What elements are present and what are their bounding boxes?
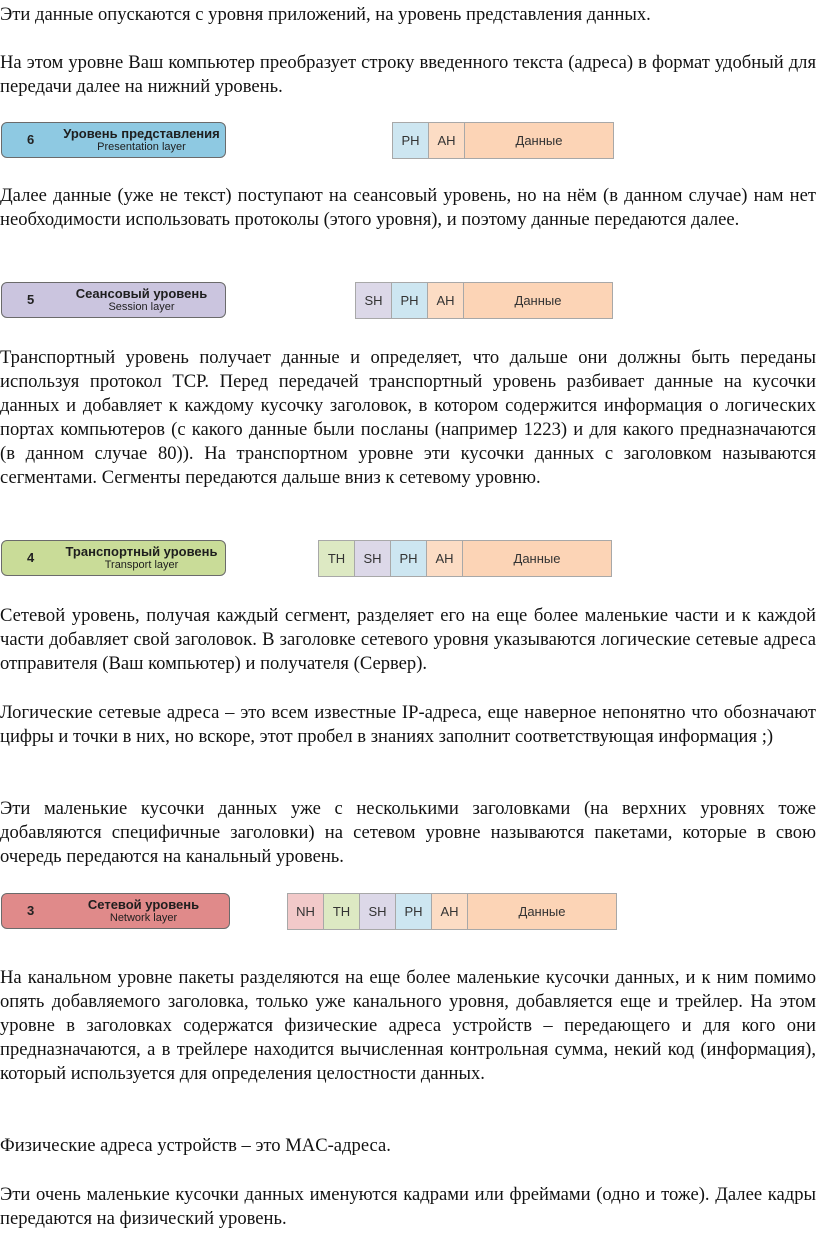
paragraph-2: На этом уровне Ваш компьютер преобразует строку введенного текста (адреса) в формат удобный для передачи далее на нижний уровень.: [0, 52, 816, 97]
paragraph-1: Эти данные опускаются с уровня приложений, на уровень представления данных.: [0, 4, 651, 25]
layer-number: 3: [27, 903, 35, 918]
sh-header-cell: SH: [355, 282, 392, 319]
ph-header-cell: PH: [395, 893, 432, 930]
network-layer-badge: [1, 893, 230, 929]
th-header-cell: TH: [318, 540, 355, 577]
transport-layer-badge: [1, 540, 226, 576]
packet-diagram-network: [287, 893, 617, 930]
ph-header-cell: PH: [392, 122, 429, 159]
layer-subtitle: Session layer: [108, 301, 175, 313]
ph-header-cell: PH: [391, 282, 428, 319]
paragraph-7: Эти маленькие кусочки данных уже с несколькими заголовками (на верхних уровнях тоже добавляются специфичные заголовки) на сетевом уровне называются пакетами, которые в свою очередь передаются на канальный уровень.: [0, 798, 816, 867]
layer-title: Сетевой уровень: [87, 897, 200, 912]
packet-diagram-session: [355, 282, 613, 319]
layer-title: Транспортный уровень: [65, 544, 218, 559]
layer-number: 4: [27, 550, 35, 565]
layer-title: Сеансовый уровень: [75, 286, 208, 301]
ah-header-cell: AH: [427, 282, 464, 319]
paragraph-3: Далее данные (уже не текст) поступают на сеансовый уровень, но на нём (в данном случае) нам нет необходимости использовать протоколы (этого уровня), и поэтому данные передаются далее.: [0, 185, 816, 230]
layer-subtitle: Presentation layer: [97, 141, 186, 153]
layer-subtitle: Transport layer: [104, 559, 179, 571]
th-header-cell: TH: [323, 893, 360, 930]
ph-header-cell: PH: [390, 540, 427, 577]
packet-diagram-presentation: [392, 122, 614, 159]
data-cell: Данные: [464, 122, 614, 159]
packet-diagram-transport: [318, 540, 612, 577]
paragraph-8: На канальном уровне пакеты разделяются на еще более маленькие кусочки данных, и к ним помимо опять добавляемого заголовка, только уже канального уровня, добавляется еще и трейлер. На этом уровне в заголовках содержатся физические адреса устройств – передающего и для кого они предназначаются, а в трейлере находится вычисленная контрольная сумма, некий код (информация), который используется для определения целостности данных.: [0, 967, 816, 1084]
sh-header-cell: SH: [354, 540, 391, 577]
ah-header-cell: AH: [426, 540, 463, 577]
data-cell: Данные: [462, 540, 612, 577]
paragraph-10: Эти очень маленькие кусочки данных именуются кадрами или фреймами (одно и тоже). Далее кадры передаются на физический уровень.: [0, 1184, 816, 1229]
sh-header-cell: SH: [359, 893, 396, 930]
paragraph-6: Логические сетевые адреса – это всем известные IP-адреса, еще наверное непонятно что обозначают цифры и точки в них, но вскоре, этот пробел в знаниях заполнит соответствующая информация ;): [0, 702, 816, 747]
layer-number: 5: [27, 292, 35, 307]
data-cell: Данные: [467, 893, 617, 930]
presentation-layer-badge: [1, 122, 226, 158]
session-layer-badge: [1, 282, 226, 318]
data-cell: Данные: [463, 282, 613, 319]
nh-header-cell: NH: [287, 893, 324, 930]
layer-number: 6: [27, 132, 35, 147]
ah-header-cell: AH: [431, 893, 468, 930]
layer-subtitle: Network layer: [109, 912, 178, 924]
paragraph-5: Сетевой уровень, получая каждый сегмент, разделяет его на еще более маленькие части и к каждой части добавляет свой заголовок. В заголовке сетевого уровня указываются логические сетевые адреса отправителя (Ваш компьютер) и получателя (Сервер).: [0, 605, 816, 674]
ah-header-cell: AH: [428, 122, 465, 159]
layer-title: Уровень представления: [63, 126, 220, 141]
paragraph-9: Физические адреса устройств – это MAC-адреса.: [0, 1135, 391, 1156]
paragraph-4: Транспортный уровень получает данные и определяет, что дальше они должны быть переданы используя протокол TCP. Перед передачей транспортный уровень разбивает данные на кусочки данных и добавляет к каждому кусочку заголовок, в котором содержится информация о логических портах компьютеров (с какого данные были посланы (например 1223) и для какого предназначаются (в данном случае 80)). На транспортном уровне эти кусочки данных с заголовком называются сегментами. Сегменты передаются дальше вниз к сетевому уровню.: [0, 347, 816, 488]
